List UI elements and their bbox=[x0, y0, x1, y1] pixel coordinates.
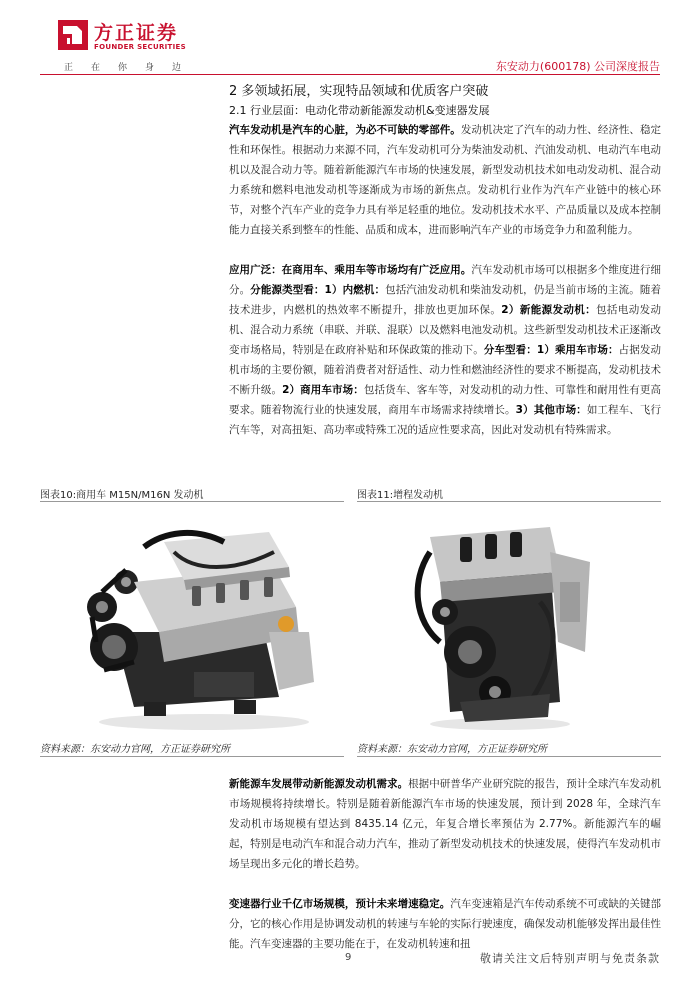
page-header bbox=[0, 0, 700, 80]
founder-logo-icon bbox=[58, 20, 88, 50]
figure-11-source: 资料来源：东安动力官网，方正证券研究所 bbox=[357, 744, 547, 755]
figure-10-caption: 图表10:商用车 M15N/M16N 发动机 bbox=[40, 490, 204, 501]
main-content bbox=[229, 82, 661, 440]
paragraph-applications bbox=[229, 260, 661, 440]
bold-run: 2）商用车市场： bbox=[282, 384, 364, 396]
range-extender-engine-image bbox=[400, 512, 600, 734]
brand-name-cn: 方正证券 bbox=[94, 22, 179, 44]
figure-10-source-rule bbox=[40, 756, 344, 757]
paragraph-gap bbox=[229, 874, 661, 894]
paragraph-lead: 新能源车发展带动新能源发动机需求。 bbox=[229, 778, 409, 790]
paragraph-lead: 变速器行业千亿市场规模，预计未来增速稳定。 bbox=[229, 898, 451, 910]
page-number: 9 bbox=[345, 952, 352, 963]
bold-run: 分能源类型看：1）内燃机： bbox=[250, 284, 386, 296]
figure-11-caption: 图表11:增程发动机 bbox=[357, 490, 444, 501]
paragraph-lead: 应用广泛：在商用车、乘用车等市场均有广泛应用。 bbox=[229, 264, 472, 276]
bold-run: 2）新能源发动机： bbox=[501, 304, 597, 316]
text-run: 包括汽油发动机和柴油发动机，仍是当前市场的主流。随着技术进步，内燃机的热效率不断提升，排放也更加环保。 bbox=[229, 284, 662, 316]
figure-11-rule bbox=[357, 501, 661, 502]
report-title: 东安动力(600178) 公司深度报告 bbox=[495, 60, 660, 73]
brand-slogan: 正在你身边 bbox=[64, 63, 200, 73]
section-heading: 2 多领域拓展，实现特品领域和优质客户突破 bbox=[229, 84, 489, 99]
figure-11-source-rule bbox=[357, 756, 661, 757]
paragraph-lead: 汽车发动机是汽车的心脏，为必不可缺的零部件。 bbox=[229, 124, 461, 136]
paragraph-transmission bbox=[229, 894, 661, 954]
paragraph-body: 汽车变速箱是汽车传动系统不可或缺的关键部分，它的核心作用是协调发动机的转速与车轮的实际行驶速度，确保发动机能够发挥出最佳性能。汽车变速器的主要功能在于，在发动机转速和扭 bbox=[229, 898, 662, 950]
engine-m15n-image bbox=[74, 512, 324, 734]
paragraph-body: 根据中研普华产业研究院的报告，预计全球汽车发动机市场规模将持续增长。特别是随着新能源汽车市场的快速发展，预计到 2028 年，全球汽车发动机市场规模有望达到 8435.14 亿元，年复合增长率预估为 2.77%。新能源汽车的崛起，特别是电动汽车和混合动力汽车，推动了新型发动机技术的快速发展，使得汽车发动机市场呈现出多元化的增长趋势。 bbox=[229, 778, 662, 870]
paragraph-gap bbox=[229, 240, 661, 260]
section-subheading: 2.1 行业层面：电动化带动新能源发动机&变速器发展 bbox=[229, 104, 490, 117]
text-run: 包括货车、客车等，对发动机的动力性、可靠性和耐用性有更高要求。随着物流行业的快速发展，商用车市场需求持续增长。 bbox=[229, 384, 662, 416]
text-run: 包括电动发动机、混合动力系统（串联、并联、混联）以及燃料电池发动机。这些新型发动机技术正逐渐改变市场格局，特别是在政府补贴和环保政策的推动下。 bbox=[229, 304, 661, 356]
header-divider bbox=[40, 74, 660, 75]
main-content-lower bbox=[229, 774, 661, 954]
paragraph-nev-demand bbox=[229, 774, 661, 874]
paragraph-engine-heart bbox=[229, 120, 661, 240]
disclaimer-link[interactable]: 敬请关注文后特别声明与免责条款 bbox=[480, 952, 660, 965]
page-footer bbox=[0, 952, 700, 990]
brand-name-en: FOUNDER SECURITIES bbox=[94, 43, 186, 51]
paragraph-body: 发动机决定了汽车的动力性、经济性、稳定性和环保性。根据动力来源不同，汽车发动机可分为柴油发动机、汽油发动机、电动汽车电动机以及混合动力等。随着新能源汽车市场的快速发展，新型发动机技术如电动发动机、混合动力系统和燃料电池发动机等逐渐成为市场的新焦点。发动机行业作为汽车产业链中的核心环节，对整个汽车产业的竞争力具有举足轻重的地位。发动机技术水平、产品质量以及成本控制能力直接关系到整车的性能、品质和成本，进而影响汽车产业的市场竞争力和盈利能力。 bbox=[229, 124, 662, 236]
bold-run: 分车型看：1）乘用车市场： bbox=[483, 344, 619, 356]
text-run: 占据发动机市场的主要份额，随着消费者对舒适性、动力性和燃油经济性的要求不断提高，发动机技术不断升级。 bbox=[229, 344, 662, 396]
text-run: 如工程车、飞行汽车等，对高扭矩、高功率或特殊工况的适应性要求高，因此对发动机有特殊需求。 bbox=[229, 404, 662, 436]
bold-run: 3）其他市场： bbox=[515, 404, 587, 416]
figure-10-source: 资料来源：东安动力官网，方正证券研究所 bbox=[40, 744, 230, 755]
text-run: 汽车发动机市场可以根据多个维度进行细分。 bbox=[229, 264, 662, 296]
figure-10-rule bbox=[40, 501, 344, 502]
